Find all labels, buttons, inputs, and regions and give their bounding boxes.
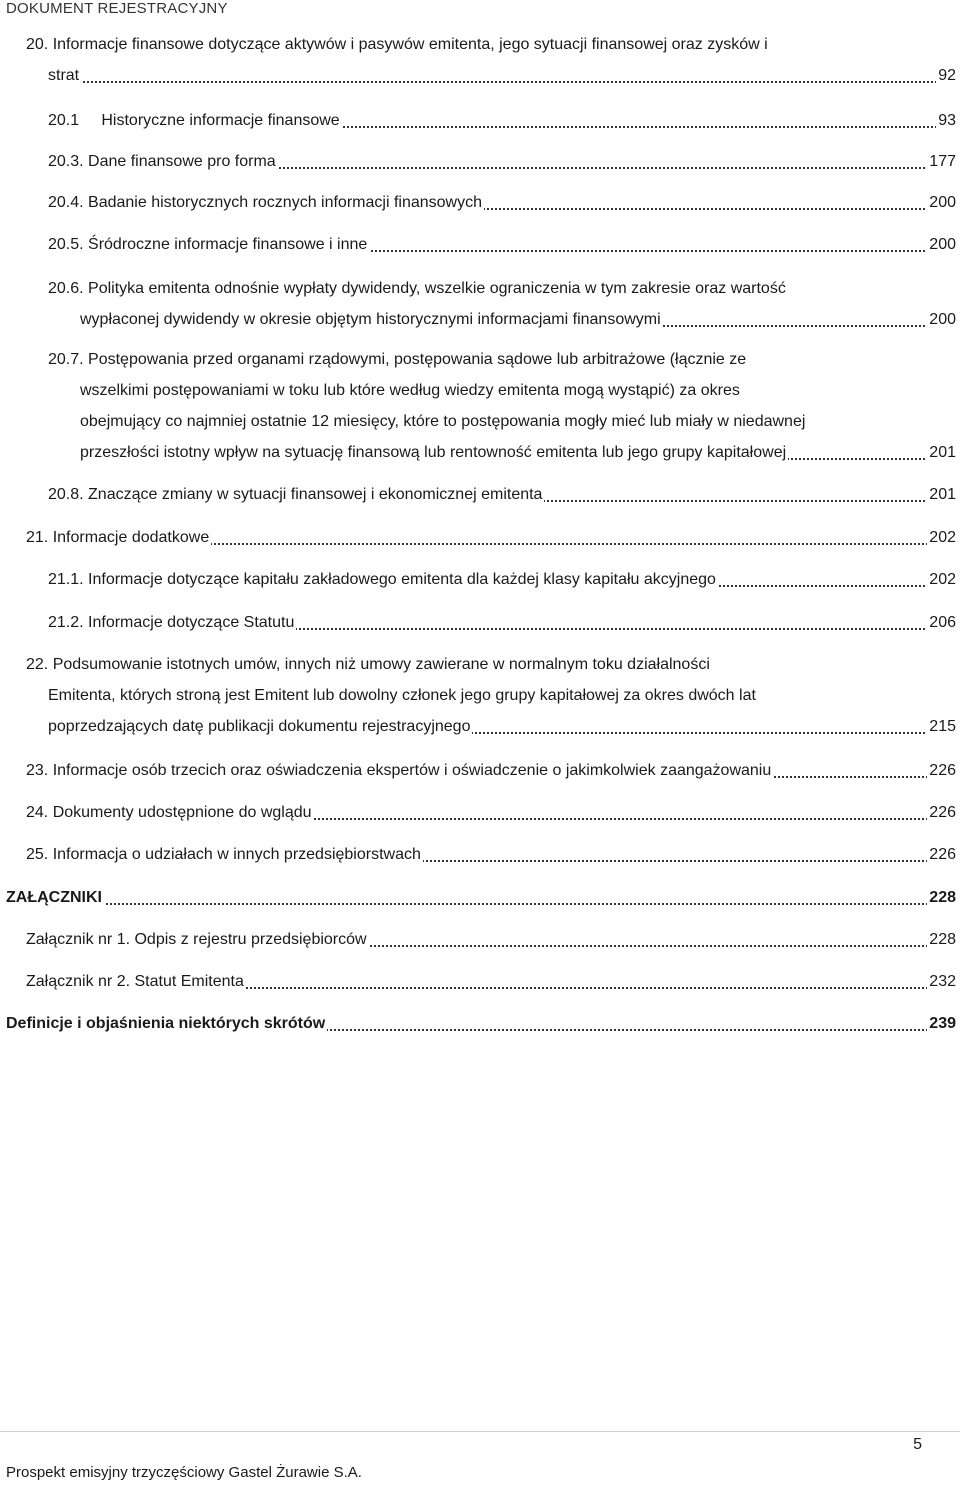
toc-entry-text: 20.8. Znaczące zmiany w sytuacji finansowej i ekonomicznej emitenta: [48, 486, 543, 503]
toc-page-number: 202: [927, 522, 956, 553]
toc-entry-text: wszelkimi postępowaniami w toku lub które według wiedzy emitenta mogą wystąpić) za okres: [80, 382, 740, 399]
footer-divider: [0, 1431, 960, 1432]
toc-entry-23[interactable]: [26, 755, 956, 786]
toc-entry-text: 20. Informacje finansowe dotyczące aktywów i pasywów emitenta, jego sytuacji finansowej oraz zysków i: [26, 36, 768, 53]
toc-entry-text: Załącznik nr 1. Odpis z rejestru przedsiębiorców: [26, 931, 367, 948]
toc-page-number: 92: [936, 60, 956, 91]
toc-entry-text: 20.6. Polityka emitenta odnośnie wypłaty dywidendy, wszelkie ograniczenia w tym zakresie oraz wartość: [48, 280, 786, 297]
toc-page-number: 232: [927, 966, 956, 997]
toc-entry-text: Emitenta, których stroną jest Emitent lub dowolny członek jego grupy kapitałowej za okres dwóch lat: [48, 687, 756, 704]
toc-page-number: 201: [927, 437, 956, 468]
toc-entry-text: Definicje i objaśnienia niektórych skrótów: [6, 1015, 326, 1032]
toc-entry-text: ZAŁĄCZNIKI: [6, 889, 102, 906]
toc-entry-22[interactable]: [26, 649, 956, 742]
toc-entry-text: 20.5. Śródroczne informacje finansowe i inne: [48, 236, 368, 253]
toc-entry-zalacznik-1[interactable]: [26, 924, 956, 955]
toc-entry-text: Załącznik nr 2. Statut Emitenta: [26, 973, 244, 990]
toc-entry-21[interactable]: [26, 522, 956, 553]
toc-entry-text: poprzedzających datę publikacji dokumentu rejestracyjnego: [48, 718, 471, 735]
toc-entry-zalaczniki[interactable]: [6, 882, 956, 913]
toc-entry-text: 25. Informacja o udziałach w innych przedsiębiorstwach: [26, 846, 421, 863]
toc-page-number: 228: [927, 924, 956, 955]
toc-page-number: 215: [927, 711, 956, 742]
toc-entry-text: obejmujący co najmniej ostatnie 12 miesięcy, które to postępowania mogły mieć lub miały w niedawnej: [80, 413, 806, 430]
toc-page-number: 226: [927, 797, 956, 828]
toc-entry-text: 20.1 Historyczne informacje finansowe: [48, 112, 340, 129]
toc-entry-text: 24. Dokumenty udostępnione do wglądu: [26, 804, 312, 821]
toc-entry-20-5[interactable]: [48, 229, 956, 260]
toc-entry-zalacznik-2[interactable]: [26, 966, 956, 997]
toc-entry-text: przeszłości istotny wpływ na sytuację finansową lub rentowność emitenta lub jego grupy kapitałowej: [80, 444, 787, 461]
toc-page-number: 93: [936, 105, 956, 136]
toc-entry-20-8[interactable]: [48, 479, 956, 510]
toc-entry-text: 20.4. Badanie historycznych rocznych informacji finansowych: [48, 194, 482, 211]
toc-entry-text: 21.2. Informacje dotyczące Statutu: [48, 614, 295, 631]
toc-page-number: 202: [927, 564, 956, 595]
toc-entry-20-1[interactable]: [48, 105, 956, 136]
footer-text: Prospekt emisyjny trzyczęściowy Gastel Żurawie S.A.: [6, 1464, 362, 1481]
toc-page-number: 201: [927, 479, 956, 510]
toc-entry-text: 22. Podsumowanie istotnych umów, innych niż umowy zawierane w normalnym toku działalności: [26, 656, 710, 673]
toc-page-number: 177: [927, 146, 956, 177]
toc-entry-20-3[interactable]: [48, 146, 956, 177]
toc-page-number: 228: [927, 882, 956, 913]
toc-entry-text: 21. Informacje dodatkowe: [26, 529, 210, 546]
page-number: 5: [913, 1436, 922, 1453]
toc-page-number: 239: [927, 1008, 956, 1039]
toc-entry-20-4[interactable]: [48, 187, 956, 218]
toc-entry-20-7[interactable]: [48, 344, 956, 468]
toc-entry-text: 21.1. Informacje dotyczące kapitału zakładowego emitenta dla każdej klasy kapitału akcyjnego: [48, 571, 716, 588]
toc-entry-24[interactable]: [26, 797, 956, 828]
toc-page-number: 200: [927, 304, 956, 335]
toc-page-number: 206: [927, 607, 956, 638]
toc-entry-21-1[interactable]: [48, 564, 956, 595]
toc-entry-definicje[interactable]: [6, 1008, 956, 1039]
toc-entry-text: strat: [48, 67, 80, 84]
toc-page-number: 200: [927, 229, 956, 260]
toc-entry-21-2[interactable]: [48, 607, 956, 638]
toc-entry-20-6[interactable]: [48, 273, 956, 335]
toc-entry-text: 20.3. Dane finansowe pro forma: [48, 153, 276, 170]
toc-entry-text: wypłaconej dywidendy w okresie objętym historycznymi informacjami finansowymi: [80, 311, 661, 328]
toc-page-number: 200: [927, 187, 956, 218]
toc-entry-20[interactable]: [26, 29, 956, 91]
toc-entry-text: 23. Informacje osób trzecich oraz oświadczenia ekspertów i oświadczenie o jakimkolwiek zaangażowaniu: [26, 762, 772, 779]
document-header: DOKUMENT REJESTRACYJNY: [6, 0, 228, 17]
toc-entry-25[interactable]: [26, 839, 956, 870]
toc-page-number: 226: [927, 755, 956, 786]
toc-page-number: 226: [927, 839, 956, 870]
toc-entry-text: 20.7. Postępowania przed organami rządowymi, postępowania sądowe lub arbitrażowe (łącznie ze: [48, 351, 747, 368]
